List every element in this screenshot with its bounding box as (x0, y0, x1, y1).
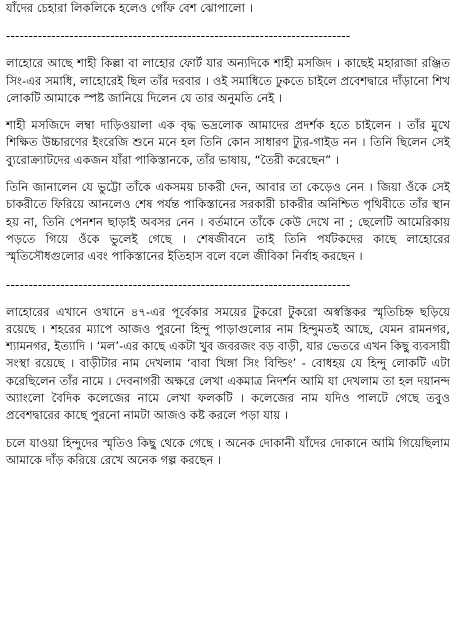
spacer (6, 45, 450, 55)
paragraph-3: শাহী মসজিদে লম্বা দাড়িওয়ালা এক বৃদ্ধ ভদ্রলোক আমাদের প্রদর্শক হতে চাইলেন । তাঁর মুখে শিক্ষিত উচ্চারণের ইংরেজি শুনে মনে হল তিনি কোন সাধারণ ট্যুর-গাইড নন । তিনি ছিলেন সেই ব্যুরোক্র্যাটদের একজন যাঁরা পাকিস্তানকে, তাঁর ভাষায়, “তৈরী করেছেন” । (6, 118, 450, 167)
spacer (6, 169, 450, 179)
spacer (6, 107, 450, 117)
paragraph-6: চলে যাওয়া হিন্দুদের স্মৃতিও কিছু থেকে গেছে । অনেক দোকানী যাঁদের দোকানে আমি গিয়েছিলাম আমাকে দাঁড় করিয়ে রেখে অনেক গল্প করছেন । (6, 435, 450, 467)
paragraph-4: তিনি জানালেন যে ভুট্টো তাঁকে একসময় চাকরী দেন, আবার তা কেড়েও নেন । জিয়া ওঁকে সেই চাকরীতে ফিরিয়ে আনলেও শেষ পর্যন্ত পাকিস্তানের সরকারী চাকরীর অনিশ্চিত পৃথিবীতে তাঁর স্থান হয় না, তিনি পেনশন ছাড়াই অবসর নেন । বর্তমানে তাঁকে কেউ দেখে না ; ছেলেটি আমেরিকায় পড়তে গিয়ে ওঁকে ভুলেই গেছে । শেষজীবনে তাই তিনি পর্যটকদের কাছে লাহোরের স্মৃতিসৌধগুলোর এবং পাকিস্তানের ইতিহাস বলে বলে জীবিকা নির্বাহ করছেন । (6, 180, 450, 264)
paragraph-2: লাহোরে আছে শাহী কিল্লা বা লাহোর ফোর্ট যার অন্যদিকে শাহী মসজিদ । কাছেই মহারাজা রঞ্জিত সিং-এর সমাধি, লাহোরেই ছিল তাঁর দরবার । ওই সমাধিতে ঢুকতে চাইলে প্রবেশদ্বারে দাঁড়ানো শিখ লোকটি আমাকে স্পষ্ট জানিয়ে দিলেন যে তার অনুমতি নেই । (6, 56, 450, 105)
paragraph-5: লাহোরের এখানে ওখানে ৪৭-এর পূর্বেকার সময়ের টুকরো টুকরো অস্বস্তিকর স্মৃতিচিহ্ন ছড়িয়ে রয়েছে । শহরের ম্যাপে আজও পুরনো হিন্দু পাড়াগুলোর নাম হিন্দুমতই আছে, যেমন রামনগর, শ্যামনগর, ইত্যাদি । ‘মল’-এর কাছে একটা খুব জবরজং বড় বাড়ী, যার ভেতরে এখন কিছু ব্যবসায়ী সংস্থা রয়েছে । বাড়ীটার নাম দেখলাম ‘বাবা খিঙ্গা সিং বিল্ডিং’ - বোধহয় যে হিন্দু লোকটি এটা করেছিলেন তাঁর নামে । দেবনাগরী অক্ষরে লেখা একমাত্র নিদর্শন আমি যা দেখলাম তা হল দয়ানন্দ অ্যাংলো বৈদিক কলেজের নামে লেখা ফলকটি । কলেজের নাম যদিও পালটে গেছে তবুও প্রবেশদ্বারের কাছে পুরনো নামটা আজও কষ্ট করলে পড়া যায় । (6, 304, 450, 423)
spacer (6, 17, 450, 27)
spacer (6, 266, 450, 276)
section-separator-1: ---------------------------------------------------------------------------- (6, 29, 351, 44)
paragraph-1: যাঁদের চেহারা লিকলিকে হলেও গোঁফ বেশ ঝোপালো । (6, 1, 253, 15)
section-separator-2: ---------------------------------------------------------------------------- (6, 277, 351, 292)
spacer (6, 425, 450, 435)
spacer (6, 294, 450, 304)
